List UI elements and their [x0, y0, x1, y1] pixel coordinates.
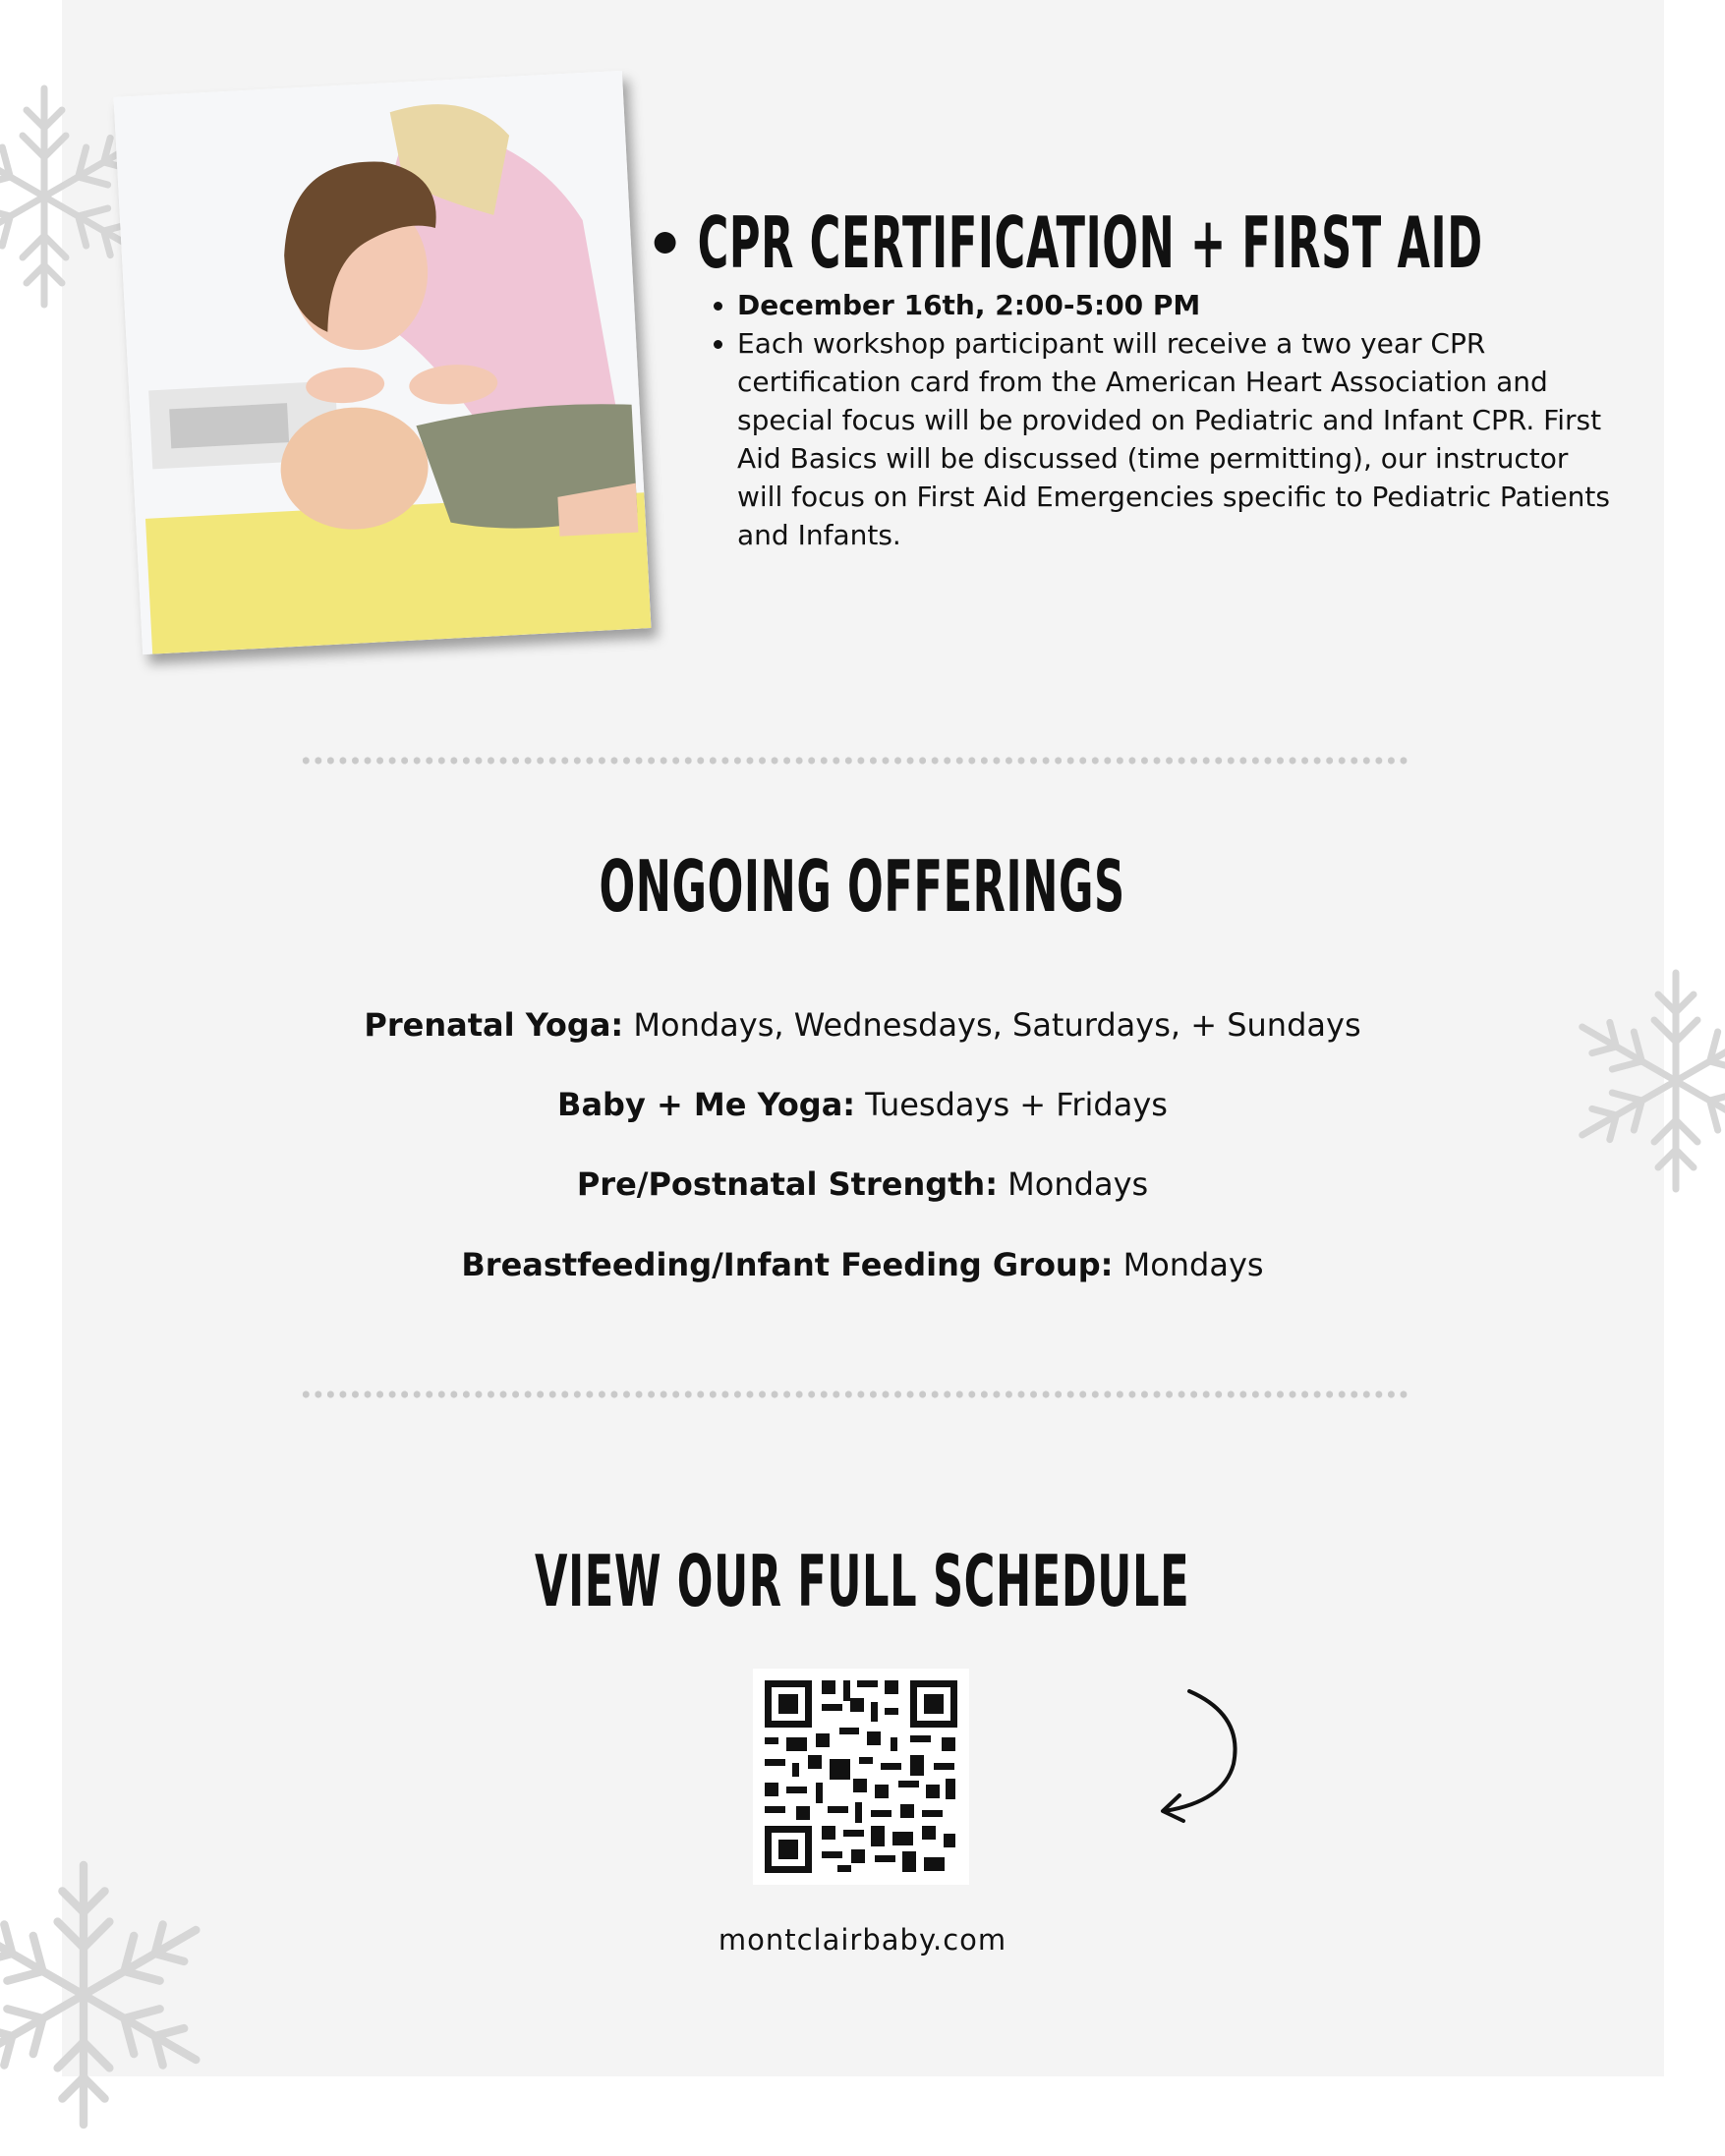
offering-name: Breastfeeding/Infant Feeding Group: — [461, 1246, 1114, 1283]
dotted-divider — [300, 757, 1410, 765]
full-schedule-title: VIEW OUR FULL SCHEDULE — [535, 1540, 1190, 1622]
offering-item — [0, 1005, 1725, 1045]
offering-name: Pre/Postnatal Strength: — [576, 1165, 998, 1203]
dotted-divider — [300, 1390, 1410, 1398]
offering-name: Prenatal Yoga: — [364, 1006, 624, 1044]
cpr-description: • Each workshop participant will receive a two year CPR certification card from the American Heart Association and special focus will be provided on Pediatric and Infant CPR. First Aid Basics will be discussed (time permitting), our instructor will focus on First Aid Emergencies specific to Pediatric Patients and Infants. — [737, 324, 1622, 554]
offering-days: Mondays — [1122, 1246, 1264, 1283]
offering-days: Mondays — [1007, 1165, 1149, 1203]
offering-days: Tuesdays + Fridays — [865, 1086, 1168, 1123]
offering-item — [0, 1085, 1725, 1124]
offering-item — [0, 1245, 1725, 1284]
cpr-title: CPR CERTIFICATION + FIRST AID — [659, 201, 1641, 284]
website-link[interactable]: montclairbaby.com — [718, 1923, 1007, 1957]
ongoing-offerings-title: ONGOING OFFERINGS — [599, 845, 1126, 928]
cpr-details-list — [659, 286, 1622, 554]
cpr-date: • December 16th, 2:00-5:00 PM — [737, 286, 1622, 324]
cpr-section — [659, 201, 1622, 554]
cpr-training-photo — [113, 71, 651, 654]
offering-days: Mondays, Wednesdays, Saturdays, + Sundays — [633, 1006, 1361, 1044]
qr-code-icon[interactable] — [753, 1669, 969, 1885]
snowflake-icon — [0, 1847, 216, 2142]
curved-arrow-icon — [1150, 1685, 1248, 1833]
offering-item — [0, 1164, 1725, 1204]
offering-name: Baby + Me Yoga: — [557, 1086, 856, 1123]
